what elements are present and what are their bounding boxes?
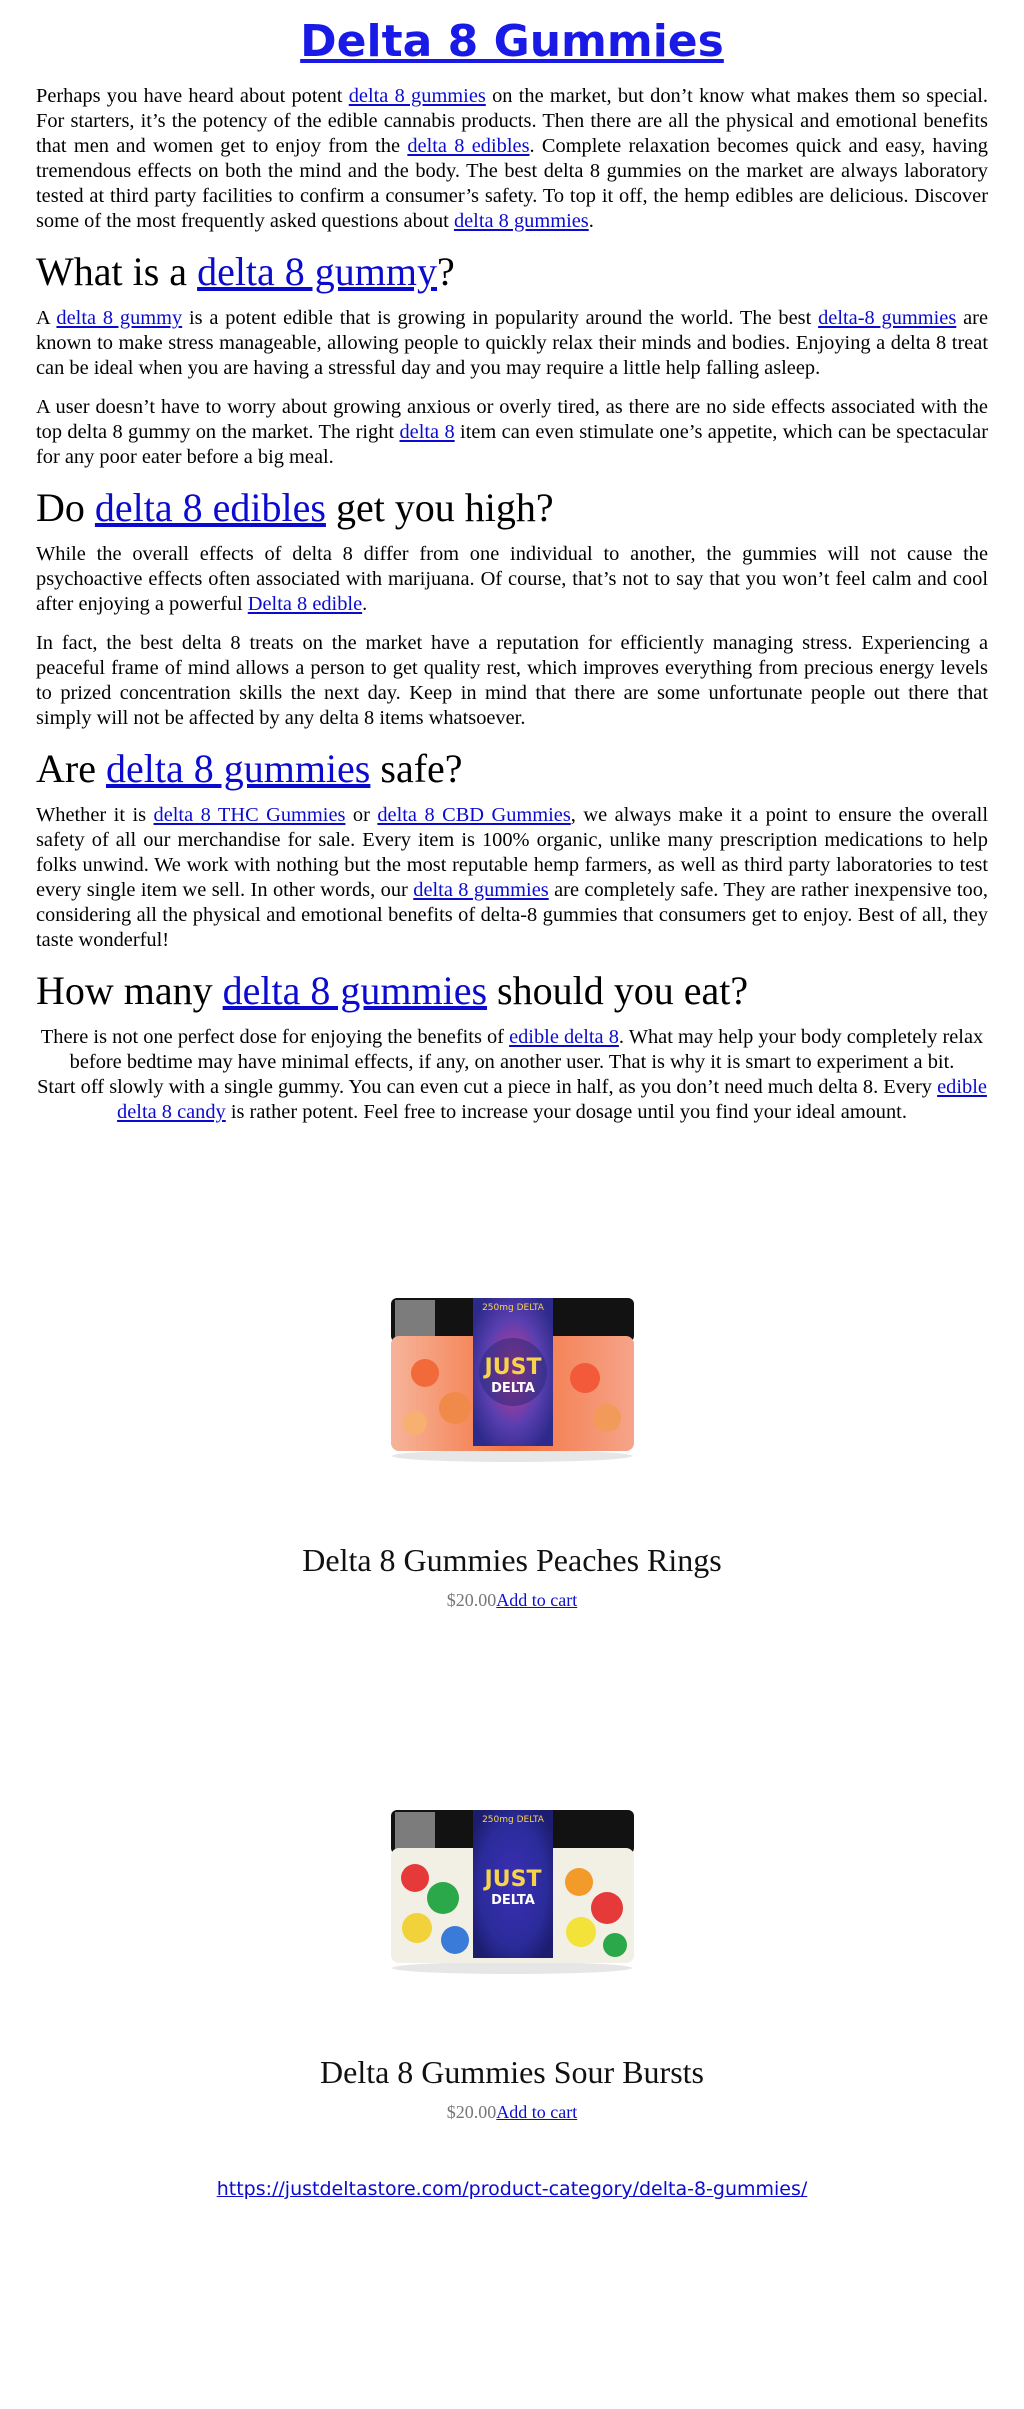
jar-brand-sub: DELTA: [491, 1381, 535, 1396]
category-url-link[interactable]: https://justdeltastore.com/product-category/delta-8-gummies/: [216, 2178, 808, 2200]
edible-delta-8-candy-link[interactable]: edible delta 8 candy: [117, 1076, 987, 1123]
text: are known to make stress manageable, allowing people to quickly relax their minds and bodies. Enjoying a delta 8 treat can be ideal when you are having a stressful day and you may require a little help falling asleep.: [36, 307, 988, 379]
product-image-peaches-rings[interactable]: [385, 1288, 640, 1463]
delta-8-thc-gummies-link[interactable]: delta 8 THC Gummies: [153, 804, 346, 826]
intro-paragraph: [36, 84, 988, 234]
text: on the market, but don’t know what makes them so special. For starters, it’s the potency of the edible cannabis products. Then there are all the physical and emotional benefits that men and women get to enjoy from the: [36, 85, 988, 157]
s3-paragraph-1: [36, 803, 988, 953]
text: get you high?: [325, 485, 554, 530]
jar-brand-title: JUST: [484, 1355, 542, 1380]
product-image-sour-bursts[interactable]: [385, 1800, 640, 1975]
text: should you eat?: [487, 968, 749, 1013]
text: Whether it is: [36, 804, 154, 826]
price-line: [0, 2102, 1024, 2123]
s1-paragraph-1: [36, 306, 988, 381]
text: A: [36, 307, 57, 329]
s2-paragraph-2: In fact, the best delta 8 treats on the market have a reputation for efficiently managing stress. Experiencing a peaceful frame of mind allows a person to get quality rest, which improves everything from precious energy levels to prized concentration skills the next day. Keep in mind that there are some unfortunate people out there that simply will not be affected by any delta 8 items whatsoever.: [36, 632, 988, 729]
delta-8-gummies-link[interactable]: delta 8 gummies: [453, 210, 589, 232]
heading-how-many: [36, 967, 988, 1015]
jar-brand-title: JUST: [484, 1867, 542, 1892]
page-title: [0, 0, 1024, 70]
delta-8-edibles-link[interactable]: delta 8 edibles: [407, 135, 530, 157]
text: A user doesn’t have to worry about growing anxious or overly tired, as there are no side effects associated with the top delta 8 gummy on the market. The right: [36, 396, 988, 443]
heading-what-is-gummy: [36, 248, 988, 296]
text: is a potent edible that is growing in popularity around the world. The best: [182, 307, 819, 329]
text: .: [362, 593, 368, 615]
delta-8-gummies-link[interactable]: delta-8 gummies: [818, 307, 957, 329]
jar-top-label: 250mg DELTA: [482, 1815, 544, 1825]
delta-8-gummies-link[interactable]: delta 8 gummies: [348, 85, 486, 107]
jar-top-label: 250mg DELTA: [482, 1303, 544, 1313]
s1-paragraph-2: [36, 395, 988, 470]
text: ?: [437, 249, 455, 294]
product-name[interactable]: Delta 8 Gummies Sour Bursts: [320, 2054, 704, 2090]
text: are completely safe. They are rather inexpensive too, considering all the physical and emotional benefits of delta-8 gummies that consumers get to enjoy. Best of all, they taste wonderful!: [36, 879, 988, 951]
delta-8-gummy-heading-link[interactable]: delta 8 gummy: [197, 249, 438, 294]
text: item can even stimulate one’s appetite, which can be spectacular for any poor eater before a big meal.: [36, 421, 988, 468]
add-to-cart-button[interactable]: Add to cart: [496, 2102, 578, 2122]
text: . Complete relaxation becomes quick and easy, having tremendous effects on both the mind and the body. The best delta 8 gummies on the market are always laboratory tested at third party facilities to confirm a consumer’s safety. To top it off, the hemp edibles are delicious. Discover some of the most frequently asked questions about: [36, 135, 989, 232]
text: While the overall effects of delta 8 differ from one individual to another, the gummies will not cause the psychoactive effects often associated with marijuana. Of course, that’s not to say that you won’t feel calm and cool after enjoying a powerful: [36, 543, 988, 615]
text: Perhaps you have heard about potent: [36, 85, 349, 107]
text: Are: [36, 746, 106, 791]
text: is rather potent. Feel free to increase your dosage until you find your ideal amount.: [225, 1101, 907, 1123]
add-to-cart-button[interactable]: Add to cart: [496, 1590, 578, 1610]
dosage-block: [36, 1025, 988, 1125]
jar-brand-sub: DELTA: [491, 1893, 535, 1908]
text: Do: [36, 485, 95, 530]
delta-8-cbd-gummies-link[interactable]: delta 8 CBD Gummies: [377, 804, 571, 826]
text: What is a: [36, 249, 198, 294]
text: Start off slowly with a single gummy. You can even cut a piece in half, as you don’t need much delta 8. Every: [37, 1076, 938, 1098]
delta-8-gummies-heading-link[interactable]: delta 8 gummies: [105, 746, 371, 791]
text: How many: [36, 968, 223, 1013]
delta-8-gummies-link[interactable]: delta 8 gummies: [413, 879, 549, 901]
delta-8-edible-link[interactable]: Delta 8 edible: [247, 593, 363, 615]
text: or: [345, 804, 378, 826]
product-name[interactable]: Delta 8 Gummies Peaches Rings: [302, 1542, 722, 1578]
text: safe?: [370, 746, 463, 791]
edible-delta-8-link[interactable]: edible delta 8: [509, 1026, 619, 1048]
price-line: [0, 1590, 1024, 1611]
delta-8-gummies-heading-link[interactable]: delta 8 gummies: [222, 968, 488, 1013]
text: .: [588, 210, 594, 232]
footer-link-container: [0, 2178, 1024, 2200]
text: . What may help your body completely relax before bedtime may have minimal effects, if any, on another user. That is why it is smart to experiment a bit.: [69, 1026, 984, 1073]
s2-paragraph-1: [36, 542, 988, 617]
delta-8-gummy-link[interactable]: delta 8 gummy: [56, 307, 183, 329]
text: There is not one perfect dose for enjoying the benefits of: [40, 1026, 510, 1048]
heading-are-safe: [36, 745, 988, 793]
s4-paragraph-1: [36, 1025, 988, 1075]
text: , we always make it a point to ensure the overall safety of all our merchandise for sale. Every item is 100% organic, unlike many prescription medications to help folks unwind. We work with nothing but the most reputable hemp farmers, as well as third party laboratories to test every single item we sell. In other words, our: [36, 804, 988, 901]
page-title-link[interactable]: Delta 8 Gummies: [300, 16, 724, 67]
s4-paragraph-2: [36, 1075, 988, 1125]
delta-8-edibles-heading-link[interactable]: delta 8 edibles: [94, 485, 326, 530]
delta-8-link[interactable]: delta 8: [399, 421, 455, 443]
product-price: $20.00: [446, 2102, 497, 2122]
article-body: [36, 84, 988, 1125]
product-price: $20.00: [446, 1590, 497, 1610]
heading-get-you-high: [36, 484, 988, 532]
